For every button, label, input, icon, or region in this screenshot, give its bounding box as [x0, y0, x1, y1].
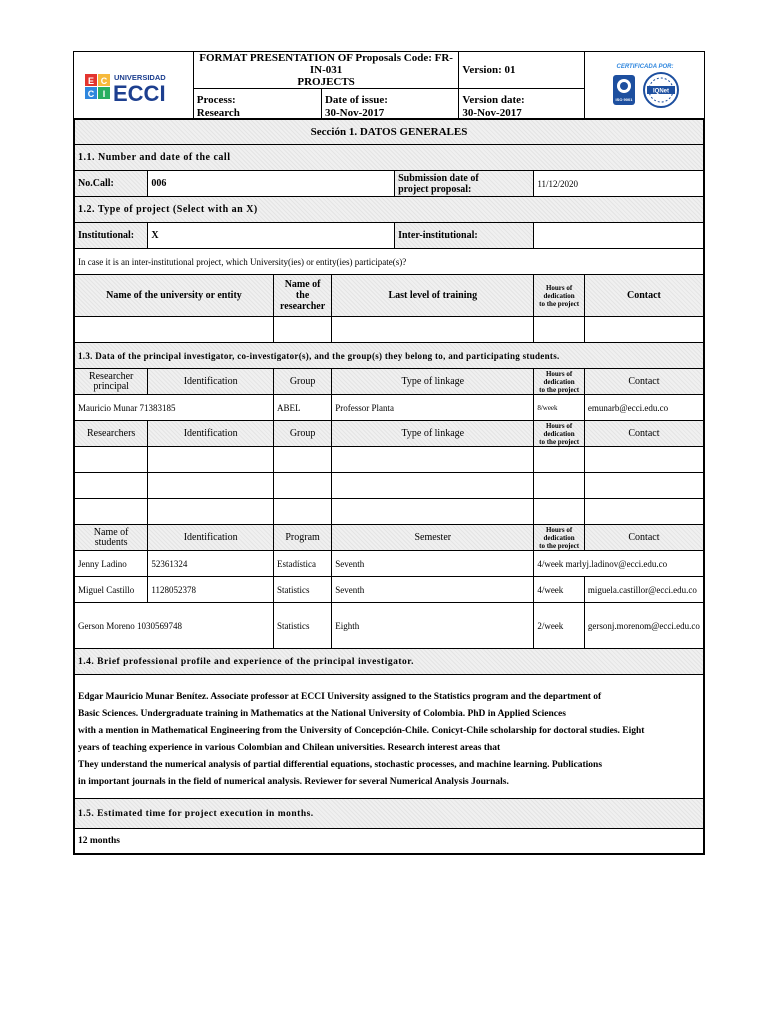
student-program[interactable]: Estadística: [273, 551, 331, 577]
document-page: [73, 51, 705, 846]
section-title: Sección 1. DATOS GENERALES: [74, 119, 704, 145]
general-data-form: [73, 118, 705, 855]
profile-line: with a mention in Mathematical Engineering from the University of Concepción-Chile. Conicyt-Chile scholarship for doctoral studies. Eight: [78, 725, 645, 736]
student-semester[interactable]: Seventh: [332, 551, 534, 577]
student-contact: marlyj.ladinov@ecci.edu.co: [565, 558, 668, 569]
researcher-cell[interactable]: [148, 499, 274, 525]
col-student-semester: Semester: [332, 525, 534, 551]
nocall-value[interactable]: 006: [148, 171, 395, 197]
pi-group[interactable]: ABEL: [273, 395, 331, 421]
certification-seal-icon: [595, 59, 695, 115]
researcher-cell[interactable]: [74, 473, 148, 499]
date-issue-value: 30-Nov-2017: [324, 106, 385, 119]
type-heading: 1.2. Type of project (Select with an X): [74, 197, 704, 223]
submission-date-value[interactable]: 11/12/2020: [534, 171, 704, 197]
submission-label-line2: project proposal:: [398, 183, 472, 195]
student-program[interactable]: Statistics: [273, 577, 331, 603]
nocall-label: No.Call:: [74, 171, 148, 197]
process-value: Research: [196, 106, 240, 119]
svg-text:C: C: [101, 75, 108, 86]
col-identification: Identification: [148, 369, 274, 395]
student-identification[interactable]: 52361324: [148, 551, 274, 577]
student-name-line2: students: [94, 536, 128, 548]
table-row: [74, 603, 704, 649]
col-pi-line1: Researcher: [88, 370, 134, 382]
student-hours[interactable]: 4/week: [534, 577, 585, 603]
inter-contact-cell[interactable]: [584, 317, 704, 343]
profile-heading: 1.4. Brief professional profile and experience of the principal investigator.: [74, 649, 704, 675]
col-researcher-name: [273, 275, 331, 317]
researcher-cell[interactable]: [534, 447, 585, 473]
svg-text:UNIVERSIDAD: UNIVERSIDAD: [114, 72, 167, 82]
student-name[interactable]: Gerson Moreno 1030569748: [74, 603, 273, 649]
student-program[interactable]: Statistics: [273, 603, 331, 649]
table-row: [74, 317, 704, 343]
pi-hours-line2: dedication: [543, 377, 575, 386]
researcher-cell[interactable]: [584, 499, 704, 525]
call-heading: 1.1. Number and date of the call: [74, 145, 704, 171]
col-researcher-line2: researcher: [280, 301, 326, 312]
version-date-value: 30-Nov-2017: [462, 106, 522, 119]
date-issue-label: Date of issue:: [324, 93, 388, 106]
svg-text:CERTIFICADA POR:: CERTIFICADA POR:: [616, 63, 674, 70]
profile-line: in important journals in the field of numerical analysis. Reviewer for several Numerical Analysis Journals.: [78, 776, 509, 787]
student-name[interactable]: Jenny Ladino: [74, 551, 148, 577]
student-hours: 4/week: [537, 558, 564, 569]
pi-contact[interactable]: emunarb@ecci.edu.co: [584, 395, 704, 421]
pi-linkage[interactable]: Professor Planta: [332, 395, 534, 421]
col-researcher-principal: [74, 369, 148, 395]
table-row: [74, 499, 704, 525]
table-row: [74, 473, 704, 499]
col-res-linkage: Type of linkage: [332, 421, 534, 447]
version-date-label: Version date:: [462, 93, 525, 106]
researcher-cell[interactable]: [332, 473, 534, 499]
university-logo: [74, 52, 194, 125]
researcher-cell[interactable]: [148, 447, 274, 473]
student-contact[interactable]: gersonj.morenom@ecci.edu.co: [584, 603, 704, 649]
pi-hours[interactable]: 8/week: [534, 395, 585, 421]
researcher-cell[interactable]: [148, 473, 274, 499]
pi-heading: 1.3. Data of the principal investigator, co-investigator(s), and the group(s) they belong to, and participating students.: [74, 343, 704, 369]
form-title-line2: PROJECTS: [297, 76, 355, 88]
inter-university-cell[interactable]: [74, 317, 273, 343]
col-student-contact: Contact: [584, 525, 704, 551]
table-row: [74, 447, 704, 473]
submission-label: [395, 171, 534, 197]
student-hours-line2: dedication: [543, 533, 575, 542]
student-semester[interactable]: Seventh: [332, 577, 534, 603]
table-row: [74, 395, 704, 421]
pi-hours-line3: to the project: [539, 385, 580, 394]
res-hours-line3: to the project: [539, 437, 580, 446]
institutional-label: Institutional:: [74, 223, 148, 249]
svg-text:ECCI: ECCI: [113, 80, 166, 106]
form-title-line1: FORMAT PRESENTATION OF Proposals Code: FR-IN-031: [199, 52, 453, 76]
researcher-cell[interactable]: [273, 473, 331, 499]
researcher-cell[interactable]: [534, 499, 585, 525]
student-hours-line1: Hours of: [545, 525, 573, 534]
col-training: Last level of training: [332, 275, 534, 317]
inter-institutional-value[interactable]: [534, 223, 704, 249]
col-researchers: Researchers: [74, 421, 148, 447]
col-res-contact: Contact: [584, 421, 704, 447]
student-semester[interactable]: Eighth: [332, 603, 534, 649]
col-student-program: Program: [273, 525, 331, 551]
student-identification[interactable]: 1128052378: [148, 577, 274, 603]
time-value[interactable]: 12 months: [74, 829, 704, 855]
inter-training-cell[interactable]: [332, 317, 534, 343]
certification-logos: [585, 52, 705, 125]
researcher-cell[interactable]: [584, 473, 704, 499]
profile-line: Edgar Mauricio Munar Benítez. Associate professor at ECCI University assigned to the Statistics program and the department of: [78, 691, 602, 702]
student-contact[interactable]: miguela.castillor@ecci.edu.co: [584, 577, 704, 603]
profile-text[interactable]: [74, 675, 704, 799]
res-hours-line2: dedication: [543, 429, 575, 438]
student-hours-contact[interactable]: [534, 551, 704, 577]
col-student-hours: [534, 525, 585, 551]
col-hours-line2: dedication: [543, 291, 575, 300]
process-label: Process:: [196, 93, 236, 106]
inter-hours-cell[interactable]: [534, 317, 585, 343]
col-contact: Contact: [584, 275, 704, 317]
table-row: [74, 577, 704, 603]
col-res-hours: [534, 421, 585, 447]
col-university: Name of the university or entity: [74, 275, 273, 317]
student-hours[interactable]: 2/week: [534, 603, 585, 649]
pi-name[interactable]: Mauricio Munar 71383185: [74, 395, 273, 421]
col-linkage: Type of linkage: [332, 369, 534, 395]
student-name-line1: Name of: [93, 526, 129, 538]
col-group: Group: [273, 369, 331, 395]
col-pi-contact: Contact: [584, 369, 704, 395]
col-student-identification: Identification: [148, 525, 274, 551]
svg-text:ISO 9001: ISO 9001: [615, 96, 633, 102]
col-hours-line3: to the project: [539, 299, 580, 308]
res-hours-line1: Hours of: [545, 421, 573, 430]
researcher-cell[interactable]: [332, 447, 534, 473]
researcher-cell[interactable]: [74, 499, 148, 525]
profile-line: years of teaching experience in various Colombian and Chilean universities. Research interest areas that: [78, 742, 501, 753]
inter-researcher-cell[interactable]: [273, 317, 331, 343]
col-pi-line2: principal: [93, 380, 129, 392]
institutional-value[interactable]: X: [148, 223, 395, 249]
col-res-identification: Identification: [148, 421, 274, 447]
researcher-cell[interactable]: [74, 447, 148, 473]
researcher-cell[interactable]: [584, 447, 704, 473]
researcher-cell[interactable]: [273, 499, 331, 525]
col-hours-line1: Hours of: [545, 283, 573, 292]
ecci-logo-icon: [85, 68, 181, 106]
researcher-cell[interactable]: [273, 447, 331, 473]
col-res-group: Group: [273, 421, 331, 447]
researcher-cell[interactable]: [332, 499, 534, 525]
svg-text:IQNet: IQNet: [652, 88, 669, 94]
col-student-name: [74, 525, 148, 551]
inter-question: In case it is an inter-institutional project, which University(ies) or entity(ies) participate(s)?: [74, 249, 704, 275]
svg-text:I: I: [103, 88, 106, 99]
table-row: [74, 551, 704, 577]
col-pi-hours: [534, 369, 585, 395]
profile-line: Basic Sciences. Undergraduate training in Mathematics at the National University of Colombia. PhD in Applied Sciences: [78, 708, 566, 719]
header-table: [73, 51, 705, 125]
time-heading: 1.5. Estimated time for project execution in months.: [74, 799, 704, 829]
col-hours: [534, 275, 585, 317]
pi-hours-line1: Hours of: [545, 369, 573, 378]
student-hours-line3: to the project: [539, 541, 580, 550]
svg-text:C: C: [88, 88, 95, 99]
col-researcher-line1: Name of the: [284, 279, 321, 301]
inter-institutional-label: Inter-institutional:: [395, 223, 534, 249]
submission-label-line1: Submission date of: [398, 172, 479, 184]
student-name[interactable]: Miguel Castillo: [74, 577, 148, 603]
researcher-cell[interactable]: [534, 473, 585, 499]
profile-line: They understand the numerical analysis of partial differential equations, stochastic processes, and machine learning. Publications: [78, 759, 603, 770]
svg-text:E: E: [88, 75, 95, 86]
version: Version: 01: [459, 52, 585, 89]
